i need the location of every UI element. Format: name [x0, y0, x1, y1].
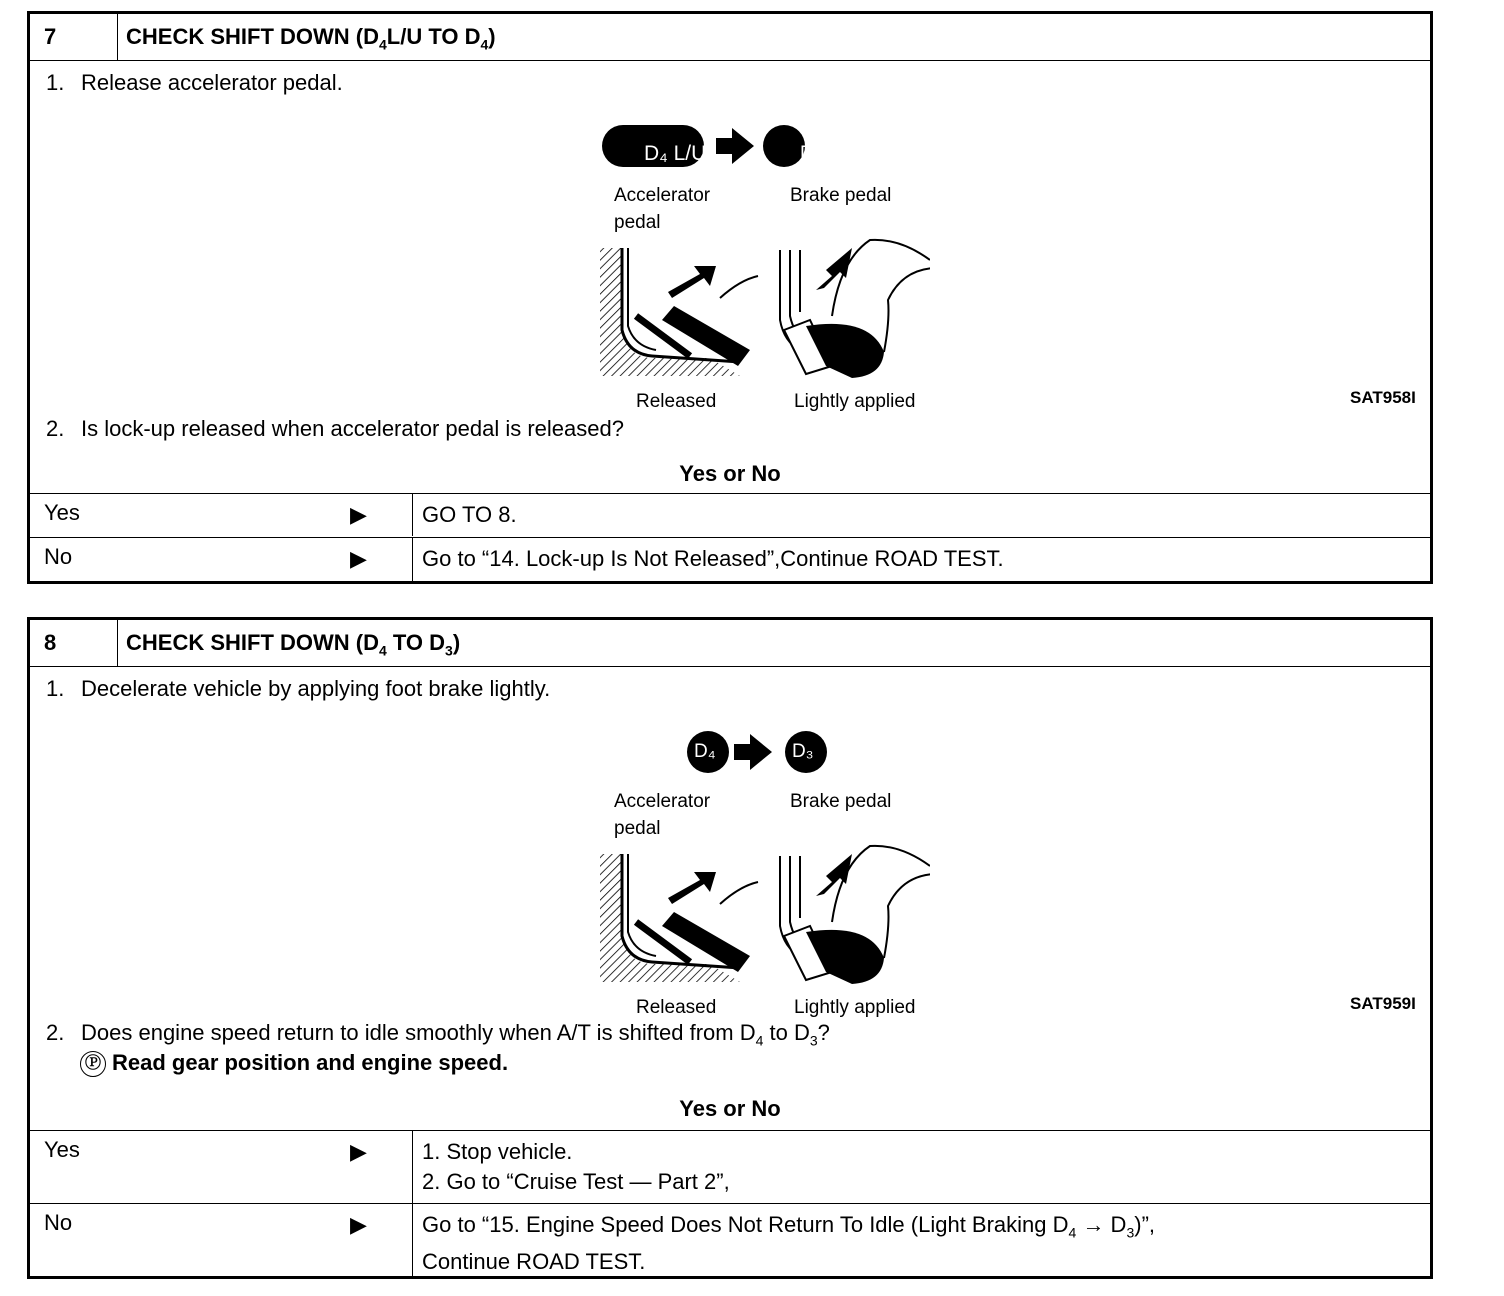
step-7-box — [27, 11, 1433, 584]
to-badge-label: D₃ — [792, 741, 814, 762]
pedal-illustration — [570, 726, 930, 1006]
column-divider — [412, 538, 413, 582]
step-8-figure — [570, 726, 930, 1018]
brake-label: Brake pedal — [790, 185, 892, 206]
consult-icon: Ⓟ — [80, 1051, 106, 1077]
yes-or-no-heading: Yes or No — [679, 461, 781, 486]
arrow-icon: ▶ — [350, 546, 367, 571]
step-8-note: Ⓟ Read gear position and engine speed. — [80, 1050, 508, 1077]
yes-row — [30, 493, 1430, 536]
step-8-item-1: 1. Decelerate vehicle by applying foot brake lightly. — [46, 676, 551, 701]
column-divider — [412, 1131, 413, 1203]
brake-label: Brake pedal — [790, 791, 892, 812]
yes-action: 1. Stop vehicle. 2. Go to “Cruise Test — Part 2”, — [422, 1139, 730, 1194]
step-8-title: CHECK SHIFT DOWN ($D_4$ TO $D_3$) — [126, 630, 461, 659]
pedal-illustration — [570, 120, 930, 400]
step-8-box — [27, 617, 1433, 1279]
from-badge-label: D₄ — [694, 741, 716, 762]
released-label: Released — [636, 391, 717, 412]
step-7-item-2: 2. Is lock-up released when accelerator pedal is released? — [46, 416, 624, 441]
accelerator-label: Accelerator pedal — [614, 791, 711, 839]
yes-row — [30, 1130, 1430, 1203]
step-7-title: CHECK SHIFT DOWN ($D_4L/U$ TO $D_4$) — [126, 24, 496, 53]
arrow-icon: ▶ — [350, 1212, 367, 1237]
arrow-icon: ▶ — [350, 502, 367, 527]
arrow-icon: ▶ — [350, 1139, 367, 1164]
no-action: Go to “14. Lock-up Is Not Released”,Continue ROAD TEST. — [422, 546, 1004, 571]
step-7-item-1: 1. Release accelerator pedal. — [46, 70, 343, 95]
from-badge-label: D₄ L/U — [644, 142, 707, 165]
no-label: No — [44, 1210, 73, 1235]
step-7-header — [30, 14, 1430, 61]
yes-or-no-heading: Yes or No — [679, 1096, 781, 1121]
step-8-header — [30, 620, 1430, 667]
no-row — [30, 537, 1430, 582]
step-8-item-2: 2. Does engine speed return to idle smoothly when A/T is shifted from $D_4$ to $D_3$? — [46, 1020, 830, 1049]
accelerator-label: Accelerator pedal — [614, 185, 711, 233]
step-8-number: 8 — [30, 620, 118, 666]
column-divider — [412, 1204, 413, 1277]
yes-label: Yes — [44, 500, 80, 525]
yes-action: GO TO 8. — [422, 502, 517, 527]
yes-label: Yes — [44, 1137, 80, 1162]
no-row — [30, 1203, 1430, 1277]
no-action: Go to “15. Engine Speed Does Not Return To Idle (Light Braking $D_4 \to D_3$)”, Continue ROAD TEST. — [422, 1212, 1156, 1275]
released-label: Released — [636, 997, 717, 1018]
to-badge-label: D₄ — [800, 143, 822, 164]
no-label: No — [44, 544, 73, 569]
figure-code: SAT958I — [1350, 388, 1416, 407]
column-divider — [412, 494, 413, 536]
lightly-applied-label: Lightly applied — [794, 997, 916, 1018]
lightly-applied-label: Lightly applied — [794, 391, 916, 412]
step-7-figure — [570, 120, 930, 412]
figure-code: SAT959I — [1350, 994, 1416, 1013]
step-7-number: 7 — [30, 14, 118, 60]
